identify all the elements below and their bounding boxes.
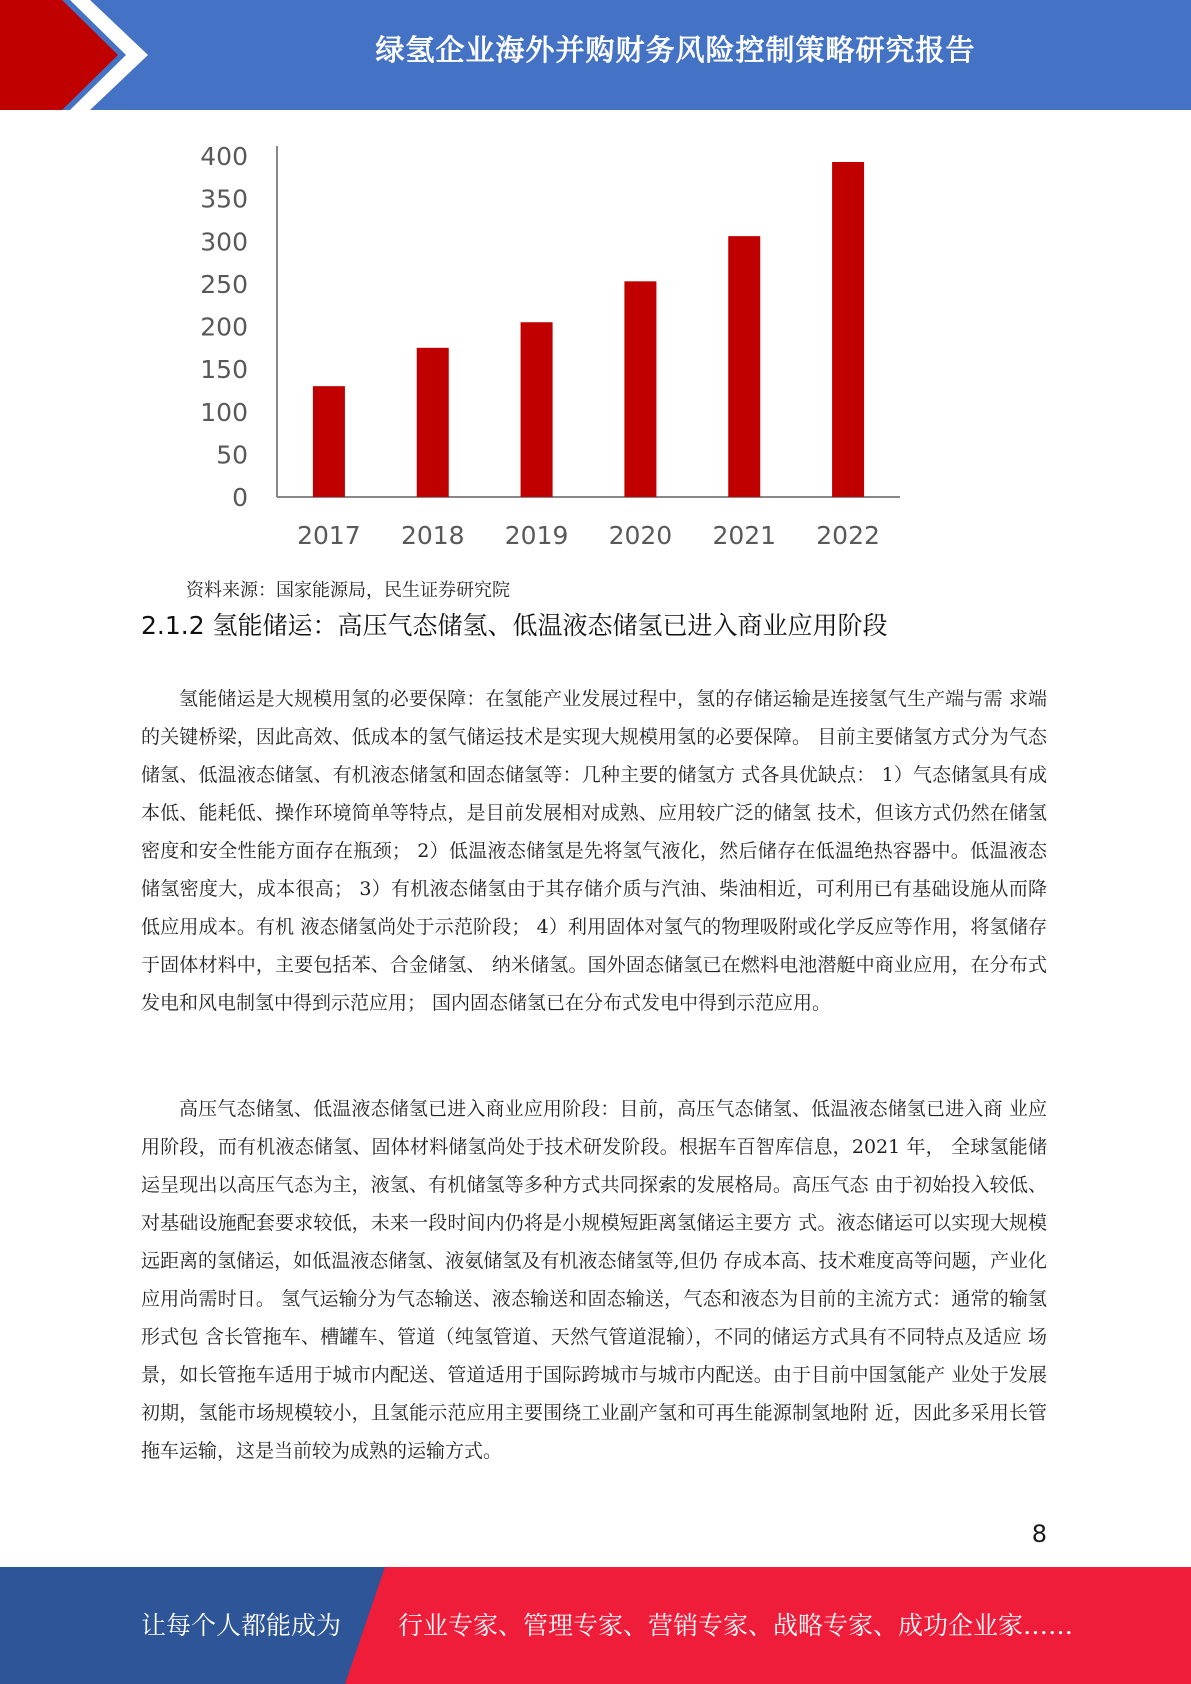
page-footer [0, 1567, 1191, 1684]
report-title: 绿氢企业海外并购财务风险控制策略研究报告 [375, 33, 976, 67]
y-axis-ticks [200, 142, 248, 512]
paragraph-storage-methods: 氢能储运是大规模用氢的必要保障：在氢能产业发展过程中，氢的存储运输是连接氢气生产端与需 求端的关键桥梁，因此高效、低成本的氢气储运技术是实现大规模用氢的必要保障。 目前主要储氢方式分为气态储氢、低温液态储氢、有机液态储氢和固态储氢等：几种主要的储氢方 式各具优缺点： 1）气态储氢具有成本低、能耗低、操作环境简单等特点，是目前发展相对成熟、应用较广泛的储氢 技术，但该方式仍然在储氢密度和安全性能方面存在瓶颈； 2）低温液态储氢是先将氢气液化，然后储存在低温绝热容器中。低温液态储氢密度大，成本很高； 3）有机液态储氢由于其存储介质与汽油、柴油相近，可利用已有基础设施从而降低应用成本。有机 液态储氢尚处于示范阶段； 4）利用固体对氢气的物理吸附或化学反应等作用，将氢储存于固体材料中，主要包括苯、合金储氢、 纳米储氢。国外固态储氢已在燃料电池潜艇中商业应用，在分布式发电和风电制氢中得到示范应用； 国内固态储氢已在分布式发电中得到示范应用。 [141, 688, 1047, 1014]
bar-2017 [313, 386, 345, 497]
bar-2020 [624, 281, 656, 497]
x-tick-label-2018: 2018 [400, 521, 465, 550]
x-axis-labels [297, 521, 880, 550]
header-arrow-decoration [0, 0, 170, 110]
bar-2019 [521, 322, 553, 497]
bar-2022 [832, 162, 864, 497]
chart-source: 资料来源：国家能源局，民生证券研究院 [186, 580, 510, 601]
y-tick-label: 350 [200, 184, 248, 214]
y-tick-label: 300 [200, 227, 248, 257]
y-tick-label: 400 [200, 142, 248, 171]
y-tick-label: 150 [200, 355, 248, 385]
x-tick-label-2021: 2021 [712, 521, 777, 550]
x-tick-label-2022: 2022 [816, 521, 880, 550]
bar-chart [180, 130, 920, 560]
bar-2021 [728, 236, 760, 497]
section-title: 2.1.2 氢能储运：高压气态储氢、低温液态储氢已进入商业应用阶段 [141, 611, 888, 640]
y-tick-label: 200 [200, 312, 248, 342]
y-tick-label: 0 [232, 483, 248, 512]
y-tick-label: 250 [200, 269, 248, 299]
x-tick-label-2019: 2019 [504, 521, 569, 550]
page-header [0, 0, 1191, 110]
x-tick-label-2017: 2017 [297, 521, 361, 550]
footer-slogan-right: 行业专家、管理专家、营销专家、战略专家、成功企业家…… [398, 1611, 1074, 1640]
y-tick-label: 100 [200, 397, 248, 427]
paragraph-commercial-stage: 高压气态储氢、低温液态储氢已进入商业应用阶段：目前，高压气态储氢、低温液态储氢已进入商 业应用阶段，而有机液态储氢、固体材料储氢尚处于技术研发阶段。根据车百智库信息，2021 年， 全球氢能储运呈现出以高压气态为主，液氢、有机储氢等多种方式共同探索的发展格局。高压气态 由于初始投入较低、对基础设施配套要求较低，未来一段时间内仍将是小规模短距离氢储运主要方 式。液态储运可以实现大规模远距离的氢储运，如低温液态储氢、液氨储氢及有机液态储氢等,但仍 存成本高、技术难度高等问题，产业化应用尚需时日。 氢气运输分为气态输送、液态输送和固态输送，气态和液态为目前的主流方式：通常的输氢形式包 含长管拖车、槽罐车、管道（纯氢管道、天然气管道混输），不同的储运方式具有不同特点及适应 场景，如长管拖车适用于城市内配送、管道适用于国际跨城市与城市内配送。由于目前中国氢能产 业处于发展初期，氢能市场规模较小，且氢能示范应用主要围绕工业副产氢和可再生能源制氢地附 近，因此多采用长管拖车运输，这是当前较为成熟的运输方式。 [141, 1098, 1047, 1462]
page-number: 8 [1031, 1520, 1047, 1548]
footer-slogan-left: 让每个人都能成为 [141, 1611, 342, 1640]
bars [313, 162, 864, 497]
y-tick-label: 50 [216, 440, 248, 470]
bar-2018 [417, 348, 449, 497]
x-tick-label-2020: 2020 [608, 521, 673, 550]
